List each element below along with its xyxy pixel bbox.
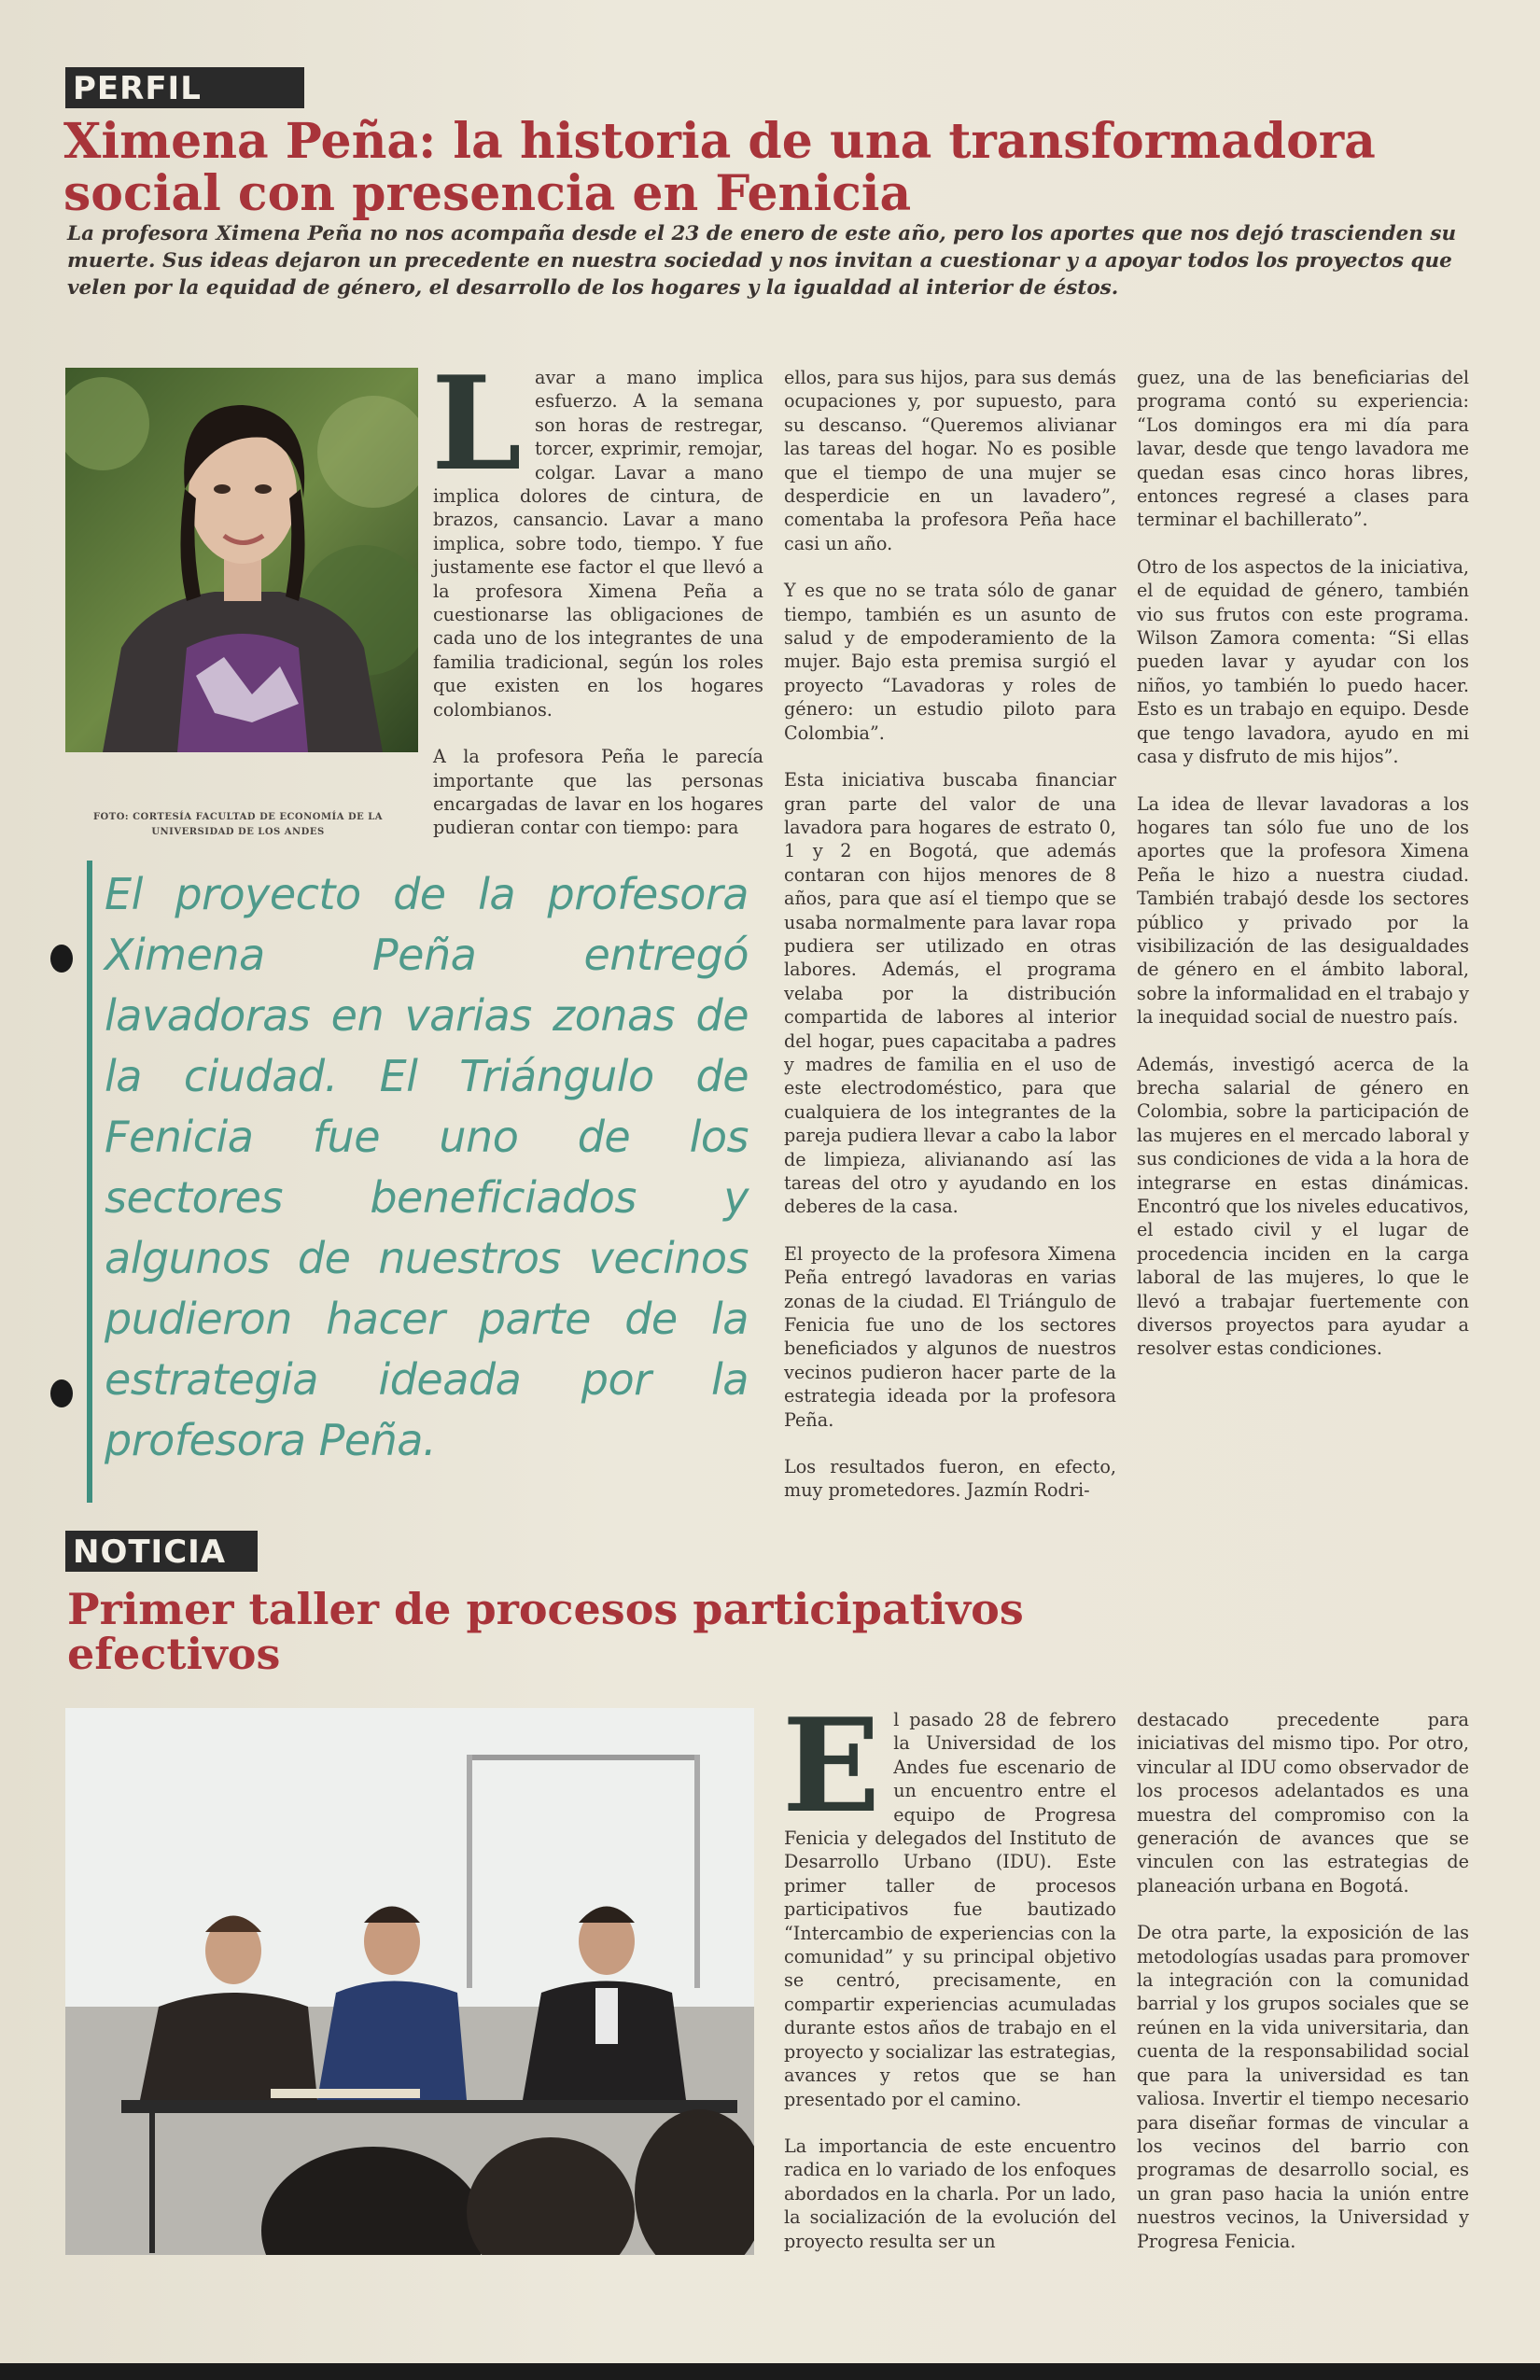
article-title-noticia xyxy=(67,1584,1281,1679)
title-line-2: social con presencia en Fenicia xyxy=(63,165,912,222)
title-line-1: Primer taller de procesos participativos xyxy=(67,1584,1024,1634)
paragraph: La idea de llevar lavadoras a los hogares tan sólo fue uno de los aportes que la profesora Ximena Peña le hizo a nuestra ciudad. También trabajó desde los sectores público y privado por la visibilización de las desigualdades de género en el ámbito laboral, sobre la informalidad en el trabajo y la inequidad social de nuestro país. xyxy=(1137,792,1469,1029)
title-line-1: Ximena Peña: la historia de una transformadora xyxy=(63,113,1376,170)
pullquote-bar xyxy=(87,861,92,1503)
drop-cap: E xyxy=(782,1689,881,1841)
binder-hole xyxy=(50,1379,73,1407)
paragraph: A la profesora Peña le parecía importante que las personas encargadas de lavar en los hogares pudieran contar con tiempo: para xyxy=(433,746,763,839)
paragraph: guez, una de las beneficiarias del programa contó su experiencia: “Los domingos era mi día para lavar, desde que tengo lavadora me quedan esas cinco horas libres, entonces regresé a clases para terminar el bachillerato”. xyxy=(1137,367,1469,531)
article-title-perfil xyxy=(63,113,1482,222)
binder-hole xyxy=(50,945,73,973)
section-tag-perfil: PERFIL xyxy=(65,67,304,108)
paragraph: avar a mano implica esfuerzo. A la semana son horas de restregar, torcer, exprimir, remojar, colgar. Lavar a mano implica dolores de cintura, de brazos, cansancio. Lavar a mano implica, sobre todo, tiempo. Y fue justamente ese factor el que llevó a la profesora Ximena Peña a cuestionarse las obligaciones de cada uno de los integrantes de una familia tradicional, según los roles que existen en los hogares colombianos. xyxy=(433,367,763,721)
paragraph: De otra parte, la exposición de las metodologías usadas para promover la integración con la comunidad barrial y los grupos sociales que se reúnen en la vida universitaria, dan cuenta de la responsabilidad social que para la universidad es tan valiosa. Invertir el tiempo necesario para diseñar formas de vincular a los vecinos del barrio con programas de desarrollo social, es un gran paso hacia la unión entre nuestros vecinos, la Universidad y Progresa Fenicia. xyxy=(1137,1922,1469,2252)
paragraph: El proyecto de la profesora Ximena Peña entregó lavadoras en varias zonas de la ciudad. El Triángulo de Fenicia fue uno de los sectores beneficiados y algunos de nuestros vecinos pudieron hacer parte de la estrategia ideada por la profesora Peña. xyxy=(784,1242,1116,1431)
paragraph: Además, investigó acerca de la brecha salarial de género en Colombia, sobre la participación de las mujeres en el mercado laboral y sus condiciones de vida a la hora de integrarse en estas dinámicas. Encontró que los niveles educativos, el estado civil y el lugar de procedencia inciden en la carga laboral de las mujeres, lo que le llevó a trabajar fuertemente con diversos proyectos para ayudar a resolver estas condiciones. xyxy=(1137,1053,1469,1360)
paragraph: Y es que no se trata sólo de ganar tiempo, también es un asunto de salud y de empoderamiento de la mujer. Bajo esta premisa surgió el proyecto “Lavadoras y roles de género: un estudio piloto para Colombia”. xyxy=(784,580,1116,744)
article-column-1 xyxy=(782,1689,1116,2276)
scan-edge xyxy=(0,2363,1540,2380)
paragraph: ellos, para sus hijos, para sus demás ocupaciones y, por supuesto, para su descanso. “Queremos alivianar las tareas del hogar. No es posible que el tiempo de una mujer se desperdicie en un lavadero”, comentaba la profesora Peña hace casi un año. xyxy=(784,367,1116,554)
event-photo xyxy=(65,1708,754,2255)
article-column-2 xyxy=(1137,1708,1469,2276)
paragraph: Los resultados fueron, en efecto, muy prometedores. Jazmín Rodri- xyxy=(784,1456,1116,1502)
paragraph: Esta iniciativa buscaba financiar gran parte del valor de una lavadora para hogares de estrato 0, 1 y 2 en Bogotá, que además contaran con hijos menores de 8 años, para que así el tiempo que se usaba normalmente para lavar ropa pudiera ser utilizado en otras labores. Además, el programa velaba por la distribución compartida de labores al interior del hogar, pues capacitaba a padres y madres de familia en el uso de este electrodoméstico, para que cualquiera de los integrantes de la pareja pudiera llevar a cabo la labor de limpieza, alivianando así las tareas del otro y ayudando en los deberes de la casa. xyxy=(784,769,1116,1218)
portrait-photo xyxy=(65,368,418,752)
article-column-3 xyxy=(1137,366,1469,1384)
article-lead: La profesora Ximena Peña no nos acompaña desde el 23 de enero de este año, pero los aportes que nos dejó trascienden su muerte. Sus ideas dejaron un precedente en nuestra sociedad y nos invitan a cuestionar y a apoyar todos los proyectos que velen por la equidad de género, el desarrollo de los hogares y la igualdad al interior de éstos. xyxy=(67,222,1457,300)
drop-cap: L xyxy=(431,347,523,499)
title-line-2: efectivos xyxy=(67,1629,281,1679)
article-column-1 xyxy=(431,347,763,863)
photo-caption: FOTO: CORTESÍA FACULTAD DE ECONOMÍA DE LA UNIVERSIDAD DE LOS ANDES xyxy=(92,812,384,837)
section-tag-noticia: NOTICIA xyxy=(65,1531,258,1572)
paragraph: La importancia de este encuentro radica en lo variado de los enfoques abordados en la charla. Por un lado, la socialización de la evolución del proyecto resulta ser un xyxy=(784,2135,1116,2252)
article-column-2 xyxy=(784,366,1116,1526)
paragraph: Otro de los aspectos de la iniciativa, el de equidad de género, también vio sus frutos con este programa. Wilson Zamora comenta: “Si ellas pueden lavar y ayudar con los niños, yo también lo puedo hacer. Esto es un trabajo en equipo. Desde que tengo lavadora, ayudo en mi casa y disfruto de mis hijos”. xyxy=(1137,555,1469,768)
paragraph: destacado precedente para iniciativas del mismo tipo. Por otro, vincular al IDU como observador de los procesos adelantados es una muestra del compromiso con la generación de avances que se vinculen con las estrategias de planeación urbana en Bogotá. xyxy=(1137,1709,1469,1897)
pullquote: El proyecto de la profesora Ximena Peña entregó lavadoras en varias zonas de la ciudad. El Triángulo de Fenicia fue uno de los sectores beneficiados y algunos de nuestros vecinos pudieron hacer parte de la estrategia ideada por la profesora Peña. xyxy=(105,869,749,1465)
paragraph: l pasado 28 de febrero la Universidad de los Andes fue escenario de un encuentro entre el equipo de Progresa Fenicia y delegados del Instituto de Desarrollo Urbano (IDU). Este primer taller de procesos participativos fue bautizado “Intercambio de experiencias con la comunidad” y su principal objetivo se centró, precisamente, en compartir experiencias acumuladas durante estos años de trabajo en el proyecto y socializar las estrategias, avances y retos que se han presentado por el camino. xyxy=(784,1709,1116,2110)
